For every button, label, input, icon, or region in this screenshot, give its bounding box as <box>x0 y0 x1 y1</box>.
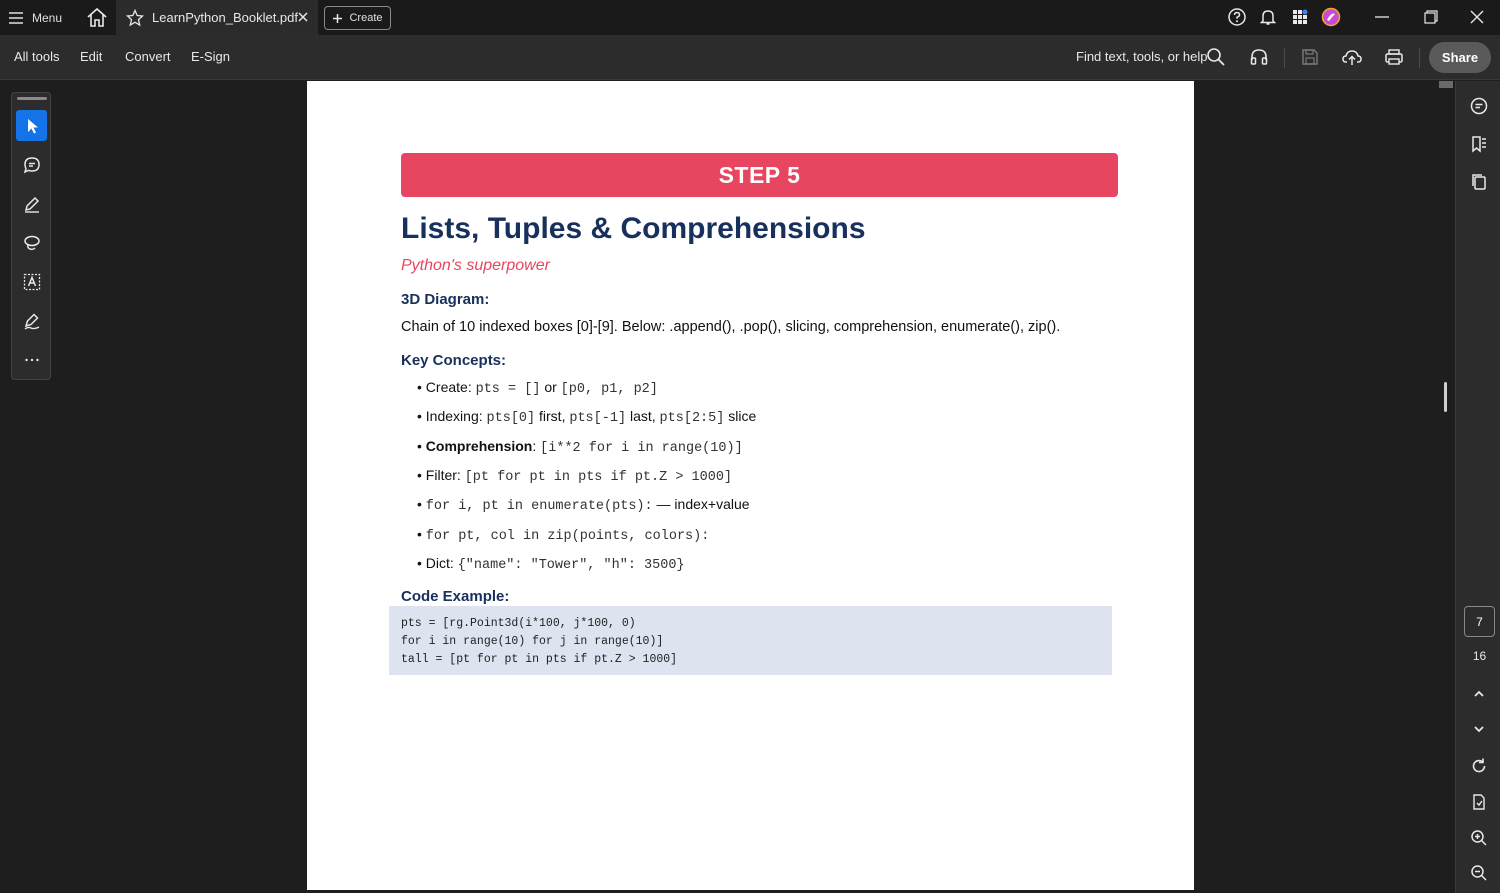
code-example-block <box>389 606 1112 675</box>
lasso-icon <box>22 233 42 253</box>
pen-icon <box>22 194 42 214</box>
main-toolbar <box>0 35 1500 80</box>
print-icon[interactable] <box>1383 46 1405 68</box>
code-line: for i in range(10) for j in range(10)] <box>401 635 664 648</box>
concepts-heading: Key Concepts: <box>401 352 507 369</box>
bullet-text: last, <box>629 408 656 424</box>
list-item: • Dict: {"name": "Tower", "h": 3500} <box>417 555 685 573</box>
list-item: • Create: pts = [] or [p0, p1, p2] <box>417 379 658 397</box>
vertical-scrollbar[interactable] <box>1438 81 1454 893</box>
pdf-page <box>307 81 1194 890</box>
scrollbar-top[interactable] <box>1439 81 1453 88</box>
rail-grip[interactable] <box>17 97 47 100</box>
read-aloud-icon[interactable] <box>1248 46 1270 68</box>
bullet-text: or <box>544 379 557 395</box>
code-snippet: pts[0] <box>486 411 536 426</box>
hamburger-icon <box>8 11 24 25</box>
step-banner: STEP 5 <box>401 153 1118 197</box>
home-icon <box>84 6 110 30</box>
page-subtitle: Python's superpower <box>401 257 550 274</box>
rotate-icon[interactable] <box>1469 756 1489 776</box>
code-snippet: for i, pt in enumerate(pts): <box>425 499 653 514</box>
toolbar-separator <box>1284 48 1285 68</box>
menu-all-tools[interactable]: All tools <box>14 49 60 64</box>
bookmarks-icon[interactable] <box>1469 134 1489 154</box>
bullet-text: first, <box>539 408 566 424</box>
code-snippet: {"name": "Tower", "h": 3500} <box>457 558 685 573</box>
star-icon[interactable] <box>126 9 144 27</box>
code-snippet: [pt for pt in pts if pt.Z > 1000] <box>464 470 733 485</box>
minimize-icon[interactable] <box>1369 5 1395 29</box>
bullet-label: Dict: <box>425 555 454 571</box>
close-window-icon[interactable] <box>1464 5 1490 29</box>
code-snippet: [p0, p1, p2] <box>560 382 658 397</box>
code-snippet: pts = [] <box>475 382 541 397</box>
zoom-in-icon[interactable] <box>1469 828 1489 848</box>
menu-convert[interactable]: Convert <box>125 49 171 64</box>
chevron-down-icon[interactable] <box>1469 719 1489 739</box>
share-button[interactable]: Share <box>1429 42 1491 73</box>
comment-icon <box>22 155 42 175</box>
sign-tool-button[interactable] <box>16 305 47 336</box>
zoom-out-icon[interactable] <box>1469 863 1489 883</box>
apps-grid-icon[interactable] <box>1290 7 1310 27</box>
tab-title: LearnPython_Booklet.pdf <box>152 10 298 25</box>
highlight-tool-button[interactable] <box>16 188 47 219</box>
cursor-icon <box>23 117 41 135</box>
bullet-text: — index+value <box>656 496 750 512</box>
menu-label: Menu <box>32 11 63 25</box>
right-panel-rail <box>1455 81 1500 893</box>
create-button[interactable] <box>324 6 391 30</box>
more-horizontal-icon <box>22 350 42 370</box>
code-snippet: pts[2:5] <box>659 411 725 426</box>
signature-pen-icon <box>22 311 42 331</box>
find-label[interactable]: Find text, tools, or help <box>1076 49 1208 64</box>
current-page-input[interactable]: 7 <box>1464 606 1495 637</box>
cloud-upload-icon[interactable] <box>1341 46 1363 68</box>
code-line: pts = [rg.Point3d(i*100, j*100, 0) <box>401 617 636 630</box>
select-tool-button[interactable] <box>16 110 47 141</box>
list-item: • Filter: [pt for pt in pts if pt.Z > 1000] <box>417 467 733 485</box>
chevron-up-icon[interactable] <box>1469 684 1489 704</box>
scrollbar-thumb[interactable] <box>1444 382 1447 412</box>
pages-icon[interactable] <box>1469 172 1489 192</box>
home-button[interactable] <box>84 6 110 30</box>
title-bar <box>0 0 1500 35</box>
code-snippet: pts[-1] <box>569 411 627 426</box>
total-pages: 16 <box>1472 649 1487 663</box>
list-item: • Indexing: pts[0] first, pts[-1] last, pts[2:5] slice <box>417 408 757 426</box>
extract-page-icon[interactable] <box>1469 792 1489 812</box>
code-snippet: for pt, col in zip(points, colors): <box>425 529 710 544</box>
draw-tool-button[interactable] <box>16 227 47 258</box>
toolbar-separator <box>1419 48 1420 68</box>
text-box-icon <box>22 272 42 292</box>
restore-icon[interactable] <box>1417 5 1443 29</box>
bullet-label: Create: <box>425 379 472 395</box>
bullet-text: slice <box>728 408 757 424</box>
bell-icon[interactable] <box>1258 7 1278 27</box>
search-icon[interactable] <box>1205 46 1227 68</box>
code-line: tall = [pt for pt in pts if pt.Z > 1000] <box>401 653 678 666</box>
bullet-label: Indexing: <box>425 408 483 424</box>
plus-icon <box>332 13 343 24</box>
list-item: • for pt, col in zip(points, colors): <box>417 526 710 544</box>
comments-panel-icon[interactable] <box>1469 96 1489 116</box>
code-heading: Code Example: <box>401 588 510 605</box>
menu-edit[interactable]: Edit <box>80 49 103 64</box>
text-tool-button[interactable] <box>16 266 47 297</box>
menu-e-sign[interactable]: E-Sign <box>191 49 231 64</box>
comment-tool-button[interactable] <box>16 149 47 180</box>
ai-assistant-icon[interactable] <box>1321 7 1341 27</box>
list-item: • for i, pt in enumerate(pts): — index+value <box>417 496 750 514</box>
page-title: Lists, Tuples & Comprehensions <box>401 212 866 245</box>
help-icon[interactable] <box>1227 7 1247 27</box>
create-label: Create <box>349 12 383 24</box>
bullet-text: : <box>532 438 537 454</box>
document-tab[interactable] <box>116 0 318 35</box>
bullet-label: Comprehension <box>425 438 533 454</box>
list-item: • Comprehension: [i**2 for i in range(10)] <box>417 438 743 456</box>
close-tab-icon[interactable] <box>296 10 310 24</box>
menu-button[interactable] <box>8 6 62 30</box>
quick-tools-rail <box>11 92 51 380</box>
save-icon[interactable] <box>1299 46 1321 68</box>
bullet-label: Filter: <box>425 467 461 483</box>
diagram-description: Chain of 10 indexed boxes [0]-[9]. Below: .append(), .pop(), slicing, comprehension, enumerate(), zip(). <box>401 319 1061 335</box>
more-tools-button[interactable] <box>16 344 47 375</box>
code-snippet: [i**2 for i in range(10)] <box>540 441 743 456</box>
diagram-heading: 3D Diagram: <box>401 291 490 308</box>
